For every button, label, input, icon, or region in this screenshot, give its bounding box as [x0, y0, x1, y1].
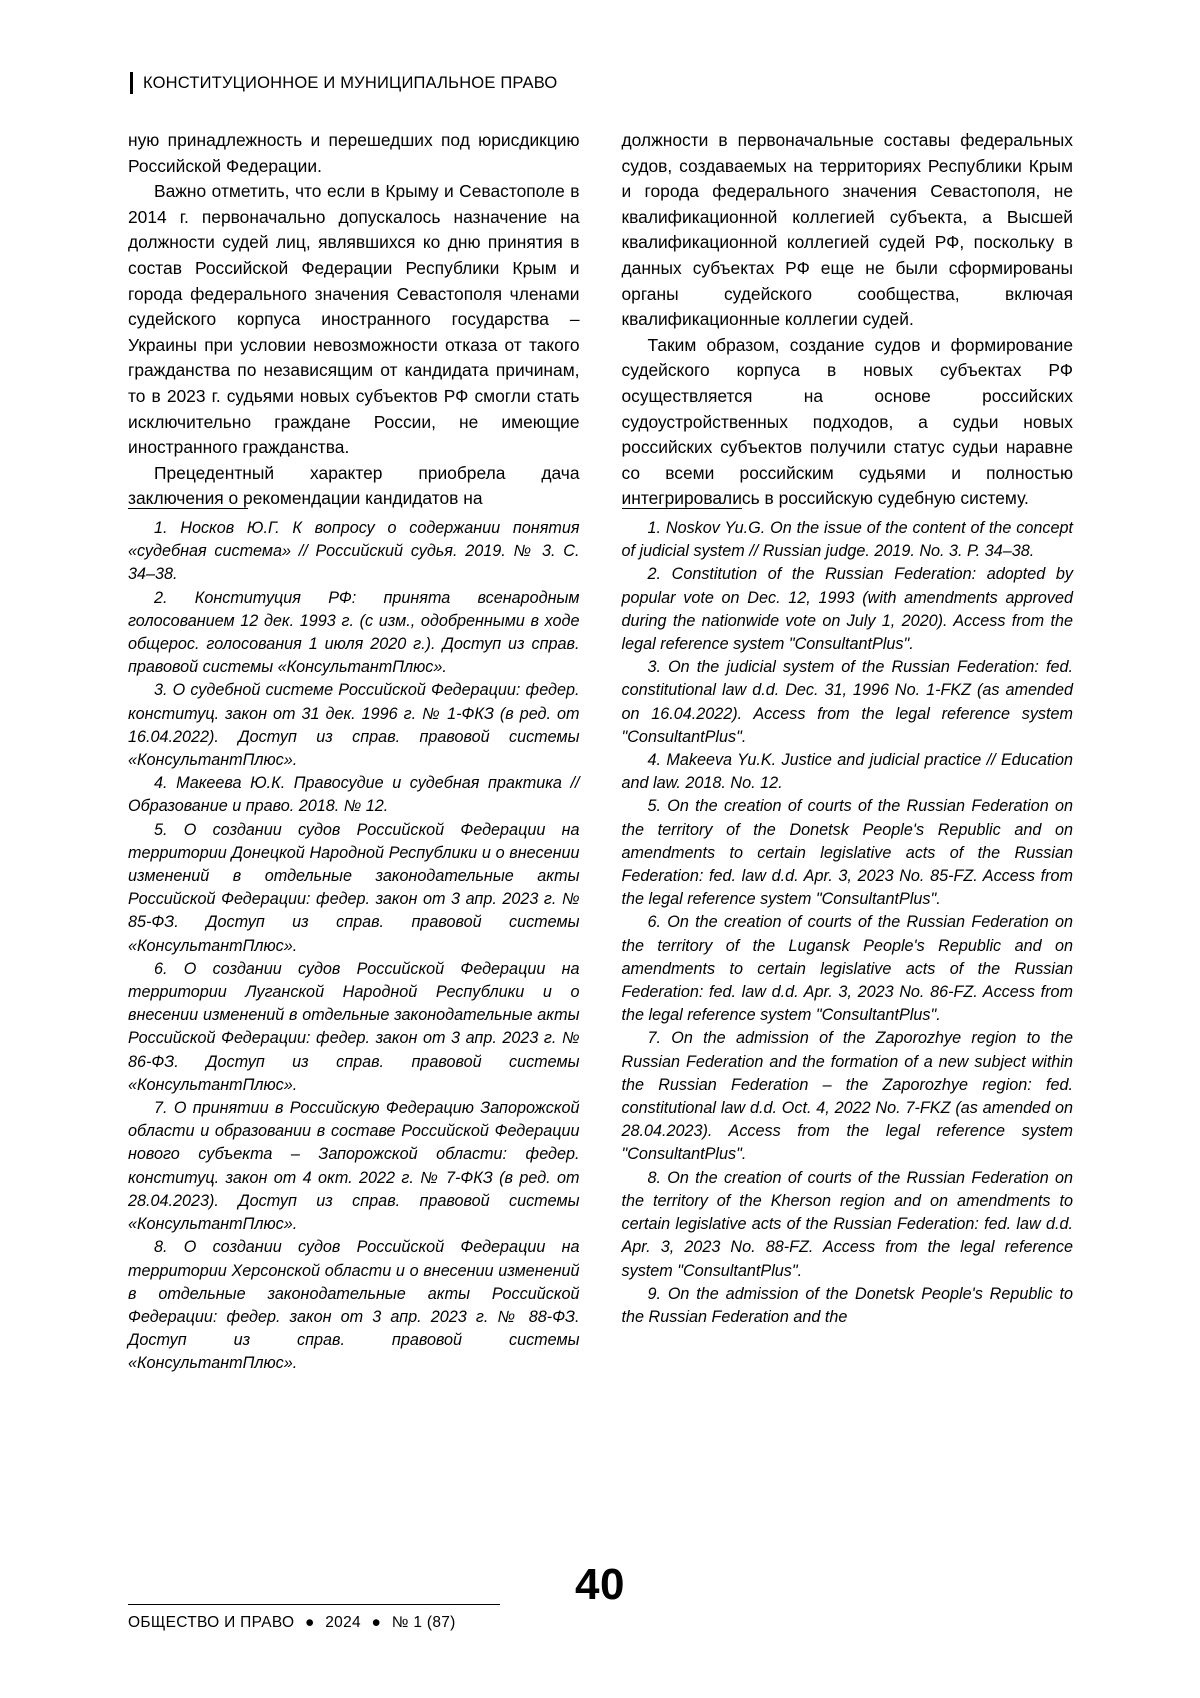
reference-item: 3. О судебной системе Российской Федерации: федер. конституц. закон от 31 дек. 1996 г. № 1-ФКЗ (в ред. от 16.04.2022). Доступ из справ. правовой системы «КонсультантПлюс». [128, 681, 580, 770]
paragraph: Прецедентный характер приобрела дача заключения о рекомендации кандидатов на [128, 462, 580, 509]
references-columns [128, 508, 1073, 1376]
reference-item: 2. Конституция РФ: принята всенародным голосованием 12 дек. 1993 г. (с изм., одобренными в ходе общерос. голосования 1 июля 2020 г.). Доступ из справ. правовой системы «КонсультантПлюс». [128, 588, 580, 677]
footer-separator: ● [371, 1614, 382, 1631]
footer-journal-title: ОБЩЕСТВО И ПРАВО [128, 1614, 295, 1631]
references-right-column [622, 508, 1074, 1376]
body-left-column [128, 128, 580, 512]
paragraph: должности в первоначальные составы федеральных судов, создаваемых на территориях Республики Крым и города федерального значения Севастополя, не квалификационной коллегией субъекта, а Высшей квалификационной коллегией судей РФ, поскольку в данных субъектах РФ еще не были сформированы органы судейского сообщества, включая квалификационные коллегии судей. [621, 130, 1073, 330]
paragraph: Таким образом, создание судов и формирование судейского корпуса в новых субъектах РФ осуществляется на основе российских судоустройственных подходов, а судьи новых российских субъектов получили статус судьи наравне со всеми российским судьями и полностью интегрировались в российскую судебную систему. [621, 334, 1073, 509]
footer-issue: № 1 (87) [391, 1614, 456, 1631]
reference-item: 7. О принятии в Российскую Федерацию Запорожской области и образовании в составе Российской Федерации нового субъекта – Запорожской области: федер. конституц. закон от 4 окт. 2022 г. № 7-ФКЗ (в ред. от 28.04.2023). Доступ из справ. правовой системы «КонсультантПлюс». [128, 1099, 580, 1234]
reference-item: 1. Noskov Yu.G. On the issue of the content of the concept of judicial system // Russian judge. 2019. No. 3. P. 34–38. [621, 519, 1073, 561]
body-right-column [622, 128, 1074, 512]
reference-item: 9. On the admission of the Donetsk People's Republic to the Russian Federation and the [621, 1284, 1073, 1326]
reference-item: 8. On the creation of courts of the Russian Federation on the territory of the Kherson region and on amendments to certain legislative acts of the Russian Federation: fed. law d.d. Apr. 3, 2023 No. 88-FZ. Access from the legal reference system "ConsultantPlus". [621, 1168, 1073, 1280]
paragraph: ную принадлежность и перешедших под юрисдикцию Российской Федерации. [128, 130, 580, 176]
reference-item: 8. О создании судов Российской Федерации на территории Херсонской области и о внесении изменений в отдельные законодательные акты Российской Федерации: федер. закон от 3 апр. 2023 г. № 88-ФЗ. Доступ из справ. правовой системы «КонсультантПлюс». [128, 1238, 580, 1373]
page-number: 40 [575, 1560, 625, 1609]
footer-imprint [128, 1614, 456, 1632]
reference-item: 4. Макеева Ю.К. Правосудие и судебная практика // Образование и право. 2018. № 12. [128, 774, 580, 816]
reference-item: 3. On the judicial system of the Russian Federation: fed. constitutional law d.d. Dec. 31, 1996 No. 1-FKZ (as amended on 16.04.2022). Access from the legal reference system "ConsultantPlus". [621, 658, 1073, 746]
body-columns [128, 128, 1073, 512]
reference-item: 6. О создании судов Российской Федерации на территории Луганской Народной Республики и о внесении изменений в отдельные законодательные акты Российской Федерации: федер. закон от 3 апр. 2023 г. № 86-ФЗ. Доступ из справ. правовой системы «КонсультантПлюс». [128, 959, 580, 1094]
reference-item: 7. On the admission of the Zaporozhye region to the Russian Federation and the formation of a new subject within the Russian Federation – the Zaporozhye region: fed. constitutional law d.d. Oct. 4, 2022 No. 7-FKZ (as amended on 28.04.2023). Access from the legal reference system "ConsultantPlus". [621, 1029, 1073, 1164]
reference-item: 5. О создании судов Российской Федерации на территории Донецкой Народной Республики и о внесении изменений в отдельные законодательные акты Российской Федерации: федер. закон от 3 апр. 2023 г. № 85-ФЗ. Доступ из справ. правовой системы «КонсультантПлюс». [128, 820, 580, 955]
reference-item: 4. Makeeva Yu.K. Justice and judicial practice // Education and law. 2018. No. 12. [621, 751, 1073, 793]
footer-rule [128, 1604, 500, 1605]
paragraph: Важно отметить, что если в Крыму и Севастополе в 2014 г. первоначально допускалось назначение на должности судей лиц, являвшихся ко дню принятия в состав Российской Федерации Республики Крым и города федерального значения Севастополя членами судейского корпуса иностранного государства – Украины при условии невозможности отказа от такого гражданства по независящим от кандидата причинам, то в 2023 г. судьями новых субъектов РФ смогли стать исключительно граждане России, не имеющие иностранного гражданства. [128, 181, 580, 458]
reference-item: 2. Constitution of the Russian Federation: adopted by popular vote on Dec. 12, 1993 (with amendments approved during the nationwide vote on July 1, 2020). Access from the legal reference system "ConsultantPlus". [621, 565, 1073, 654]
reference-item: 1. Носков Ю.Г. К вопросу о содержании понятия «судебная система» // Российский судья. 2019. № 3. С. 34–38. [128, 519, 580, 584]
running-head: КОНСТИТУЦИОННОЕ И МУНИЦИПАЛЬНОЕ ПРАВО [130, 72, 1083, 94]
footnote-rule [622, 508, 742, 509]
footnote-rule [128, 508, 248, 509]
footer-year: 2024 [325, 1614, 361, 1631]
reference-item: 5. On the creation of courts of the Russian Federation on the territory of the Donetsk People's Republic and on amendments to certain legislative acts of the Russian Federation: fed. law d.d. Apr. 3, 2023 No. 85-FZ. Access from the legal reference system "ConsultantPlus". [621, 797, 1073, 909]
references-left-column [128, 508, 580, 1376]
reference-item: 6. On the creation of courts of the Russian Federation on the territory of the Lugansk People's Republic and on amendments to certain legislative acts of the Russian Federation: fed. law d.d. Apr. 3, 2023 No. 86-FZ. Access from the legal reference system "ConsultantPlus". [621, 913, 1073, 1025]
footer-separator: ● [304, 1614, 315, 1631]
